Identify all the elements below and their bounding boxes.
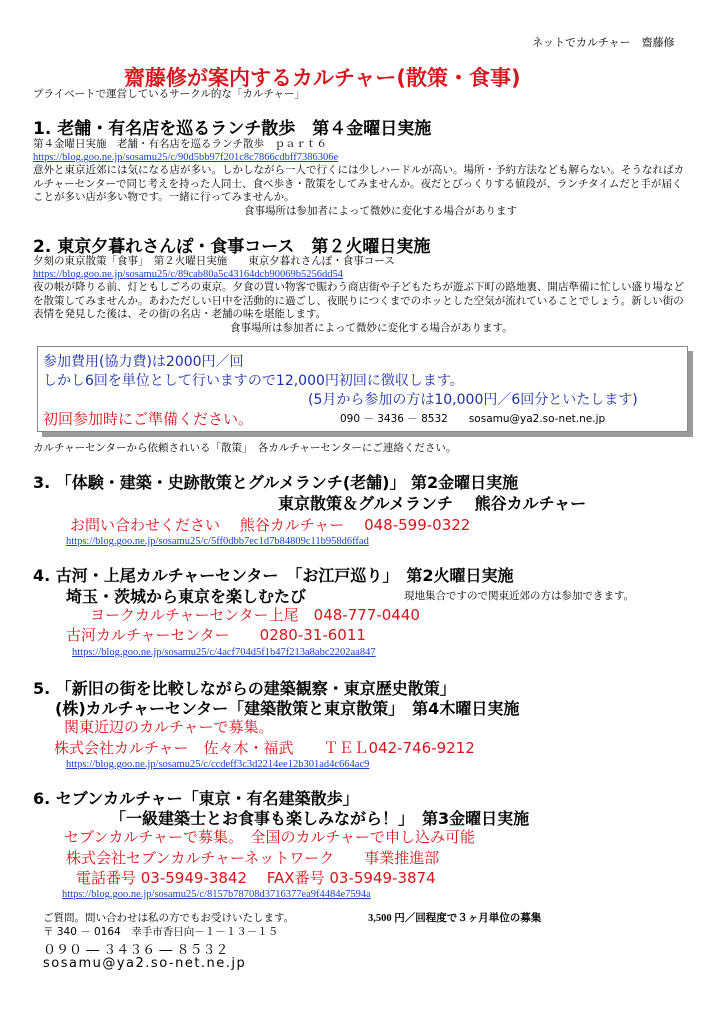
intro-centers: カルチャーセンターから依頼されいる「散策」 各カルチャーセンターにご連絡ください。 [33,442,457,454]
footer-phone: ０９０ ― ３４３６ ― ８５３２ [43,943,229,958]
section-1-link[interactable]: https://blog.goo.ne.jp/sosamu25/c/90d5bb97f201c8c7866cdbff7386306e [33,152,339,163]
section-2-note: 食事場所は参加者によって微妙に変化する場合があります。 [230,322,513,334]
fee-contact: 090 － 3436 － 8532 sosamu@ya2.so-net.ne.jp [340,413,606,425]
header-author: ネットでカルチャー 齋藤修 [532,36,675,49]
section-3-line-2: 東京散策＆グルメランチ 熊谷カルチャー [278,494,587,513]
section-6-recruit: セブンカルチャーで募集。 全国のカルチャーで申し込み可能 [64,828,476,846]
section-3-link[interactable]: https://blog.goo.ne.jp/sosamu25/c/5ff0dbb7ec1d7b84809c11b958d6ffad [66,536,369,547]
section-6-company: 株式会社セブンカルチャーネットワーク 事業推進部 [66,849,440,867]
section-4-link[interactable]: https://blog.goo.ne.jp/sosamu25/c/4acf704d5f1b47f213a8abc2202aa847 [72,647,376,658]
section-3-contact: お問い合わせください 熊谷カルチャー 048-599-0322 [70,516,471,534]
fee-line-3: (5月から参加の方は10,000円／6回分といたします) [308,392,638,408]
fee-box [37,346,688,432]
section-6-link[interactable]: https://blog.goo.ne.jp/sosamu25/c/8157b78708d3716377ea9f4484e7594a [62,889,371,900]
section-5-contact: 株式会社カルチャー 佐々木・福武 ＴＥＬ042-746-9212 [54,739,475,757]
section-5-recruit: 関東近辺のカルチャーで募集。 [64,718,274,736]
section-4-heading: 4. 古河・上尾カルチャーセンター 「お江戸巡り」 第2火曜日実施 [33,566,514,585]
section-6-heading: 6. セブンカルチャー「東京・有名建築散歩」 [33,789,359,808]
section-1-body: 意外と東京近郊には気になる店が多い。しかしながら一人で行くには少しハードルが高い。場所・予約方法なども解らない。そうなればカルチャーセンターで同じ考えを持った人同士、食べ歩き・散策をしてみませんか。夜だとびっくりする値段が、ランチタイムだと手が届くことが多い店が多い物です。一緒に行ってみませんか。 [33,164,684,203]
section-4-contact-ageo: ヨークカルチャーセンター上尾 048-777-0440 [90,606,420,624]
section-4-line-2: 埼玉・茨城から東京を楽しむたび [66,587,307,606]
section-5-link[interactable]: https://blog.goo.ne.jp/sosamu25/c/ccdeff3c3d2214ee12b301ad4c664ac9 [66,759,370,770]
section-6-line-2: 「一級建築士とお食事も楽しみながら！」 第3金曜日実施 [110,809,530,828]
section-6-phone-fax: 電話番号 03-5949-3842 FAX番号 03-5949-3874 [76,869,436,887]
fee-line-1: 参加費用(協力費)は2000円／回 [43,354,244,370]
section-1-heading: 1. 老舗・有名店を巡るランチ散歩 第４金曜日実施 [33,119,432,139]
page-subtitle: プライベートで運営しているサークル的な「カルチャー」 [33,88,306,100]
footer-price: 3,500 円／回程度で３ヶ月単位の募集 [368,913,542,924]
footer-email: sosamu@ya2.so-net.ne.jp [43,956,247,971]
section-3-heading: 3. 「体験・建築・史跡散策とグルメランチ(老舗)」 第2金曜日実施 [33,473,519,492]
footer-address: 〒 340 － 0164 幸手市香日向－１－１３－１５ [43,926,279,938]
section-2-subtitle: 夕刻の東京散策「食事」 第２火曜日実施 東京夕暮れさんぽ・食事コース [33,255,395,267]
section-1-subtitle: 第４金曜日実施 老舗・有名店を巡るランチ散歩 ｐａｒｔ６ [33,138,327,150]
section-4-note: 現地集合ですので関東近郊の方は参加できます。 [404,590,635,602]
section-5-heading: 5. 「新旧の街を比較しながらの建築観察・東京歴史散策」 [33,679,456,698]
section-5-line-2: (株)カルチャーセンター「建築散策と東京散策」 第4木曜日実施 [55,699,520,718]
footer-question: ご質問。問い合わせは私の方でもお受けいたします。 [43,912,295,924]
fee-line-2: しかし6回を単位として行いますので12,000円初回に徴収します。 [43,373,464,389]
page-title: 齋藤修が案内するカルチャー(散策・食事) [124,66,521,90]
section-4-contact-koga: 古河カルチャーセンター 0280-31-6011 [66,626,366,644]
section-1-note: 食事場所は参加者によって微妙に変化する場合があります [244,205,517,217]
section-2-heading: 2. 東京夕暮れさんぽ・食事コース 第２火曜日実施 [33,237,431,257]
fee-line-4: 初回参加時にご準備ください。 [43,410,254,428]
section-2-link[interactable]: https://blog.goo.ne.jp/sosamu25/c/89cab80a5c43164dcb90069b5256dd54 [33,269,344,280]
section-2-body: 夜の帳が降りる前、灯ともしごろの東京。夕食の買い物客で賑わう商店街や子どもたちが遊ぶ下町の路地裏、開店準備に忙しい盛り場などを散策してみませんか。あわただしい日中を活動的に過ごし、夜眠りにつくまでのホッとした空気が流れていることでしょう。新しい街の表情を発見した後は、その街の名店・老舗の味を堪能します。 [33,281,684,320]
